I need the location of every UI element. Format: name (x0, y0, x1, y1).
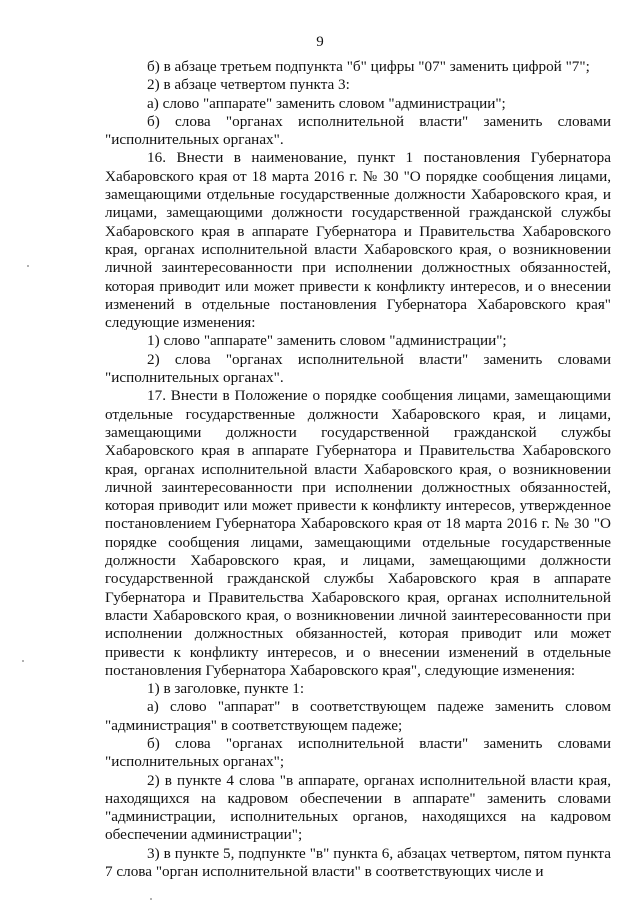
paragraph: 16. Внести в наименование, пункт 1 постановления Губернатора Хабаровского края от 18 марта 2016 г. № 30 "О порядке сообщения лицами, замещающими отдельные государственные должности Хабаровского края, и лицами, замещающими должности государственной гражданской службы Хабаровского края в аппарате Губернатора и Правительства Хабаровского края, органах исполнительной власти Хабаровского края, о возникновении личной заинтересованности при исполнении должностных обязанностей, которая приводит или может привести к конфликту интересов, и о внесении изменений в отдельные постановления Губернатора Хабаровского края" следующие изменения: (105, 149, 611, 332)
paragraph: а) слово "аппарат" в соответствующем падеже заменить словом "администрация" в соответствующем падеже; (105, 698, 611, 734)
paragraph: а) слово "аппарате" заменить словом "администрации"; (147, 94, 506, 112)
paragraph: 3) в пункте 5, подпункте "в" пункта 6, абзацах четвертом, пятом пункта 7 слова "орган исполнительной власти" в соответствующих числе и (105, 844, 611, 881)
paragraph: 1) в заголовке, пункте 1: (147, 680, 305, 698)
paragraph: 2) в абзаце четвертом пункта 3: (147, 76, 350, 94)
paragraph: б) в абзаце третьем подпункта "б" цифры "07" заменить цифрой "7"; (147, 58, 590, 75)
paragraph: 17. Внести в Положение о порядке сообщения лицами, замещающими отдельные государственные должности Хабаровского края, и лицами, замещающими должности государственной гражданской службы Хабаровского края в аппарате Губернатора и Правительства Хабаровского края, органах исполнительной власти Хабаровского края, о возникновении личной заинтересованности при исполнении должностных обязанностей, которая приводит или может привести к конфликту интересов, утвержденное постановлением Губернатора Хабаровского края от 18 марта 2016 г. № 30 "О порядке сообщения лицами, замещающими отдельные государственные должности Хабаровского края, и лицами, замещающими должности государственной гражданской службы Хабаровского края в аппарате Губернатора и Правительства Хабаровского края, органах исполнительной власти Хабаровского края, о возникновении личной заинтересованности при исполнении должностных обязанностей, которая приводит или может привести к конфликту интересов, и о внесении изменений в отдельные постановления Губернатора Хабаровского края", следующие изменения: (105, 387, 611, 679)
paragraph: б) слова "органах исполнительной власти" заменить словами "исполнительных органах"; (105, 734, 611, 771)
paragraph: б) слова "органах исполнительной власти" заменить словами "исполнительных органах". (105, 112, 611, 149)
paragraph: 2) в пункте 4 слова "в аппарате, органах исполнительной власти края, находящихся на кадровом обеспечении в аппарате" заменить словами "администрации, исполнительных органов, находящихся на кадровом обеспечении администрации"; (105, 771, 611, 844)
scan-speck (150, 898, 152, 900)
scan-speck (27, 265, 29, 267)
page-number: 9 (316, 34, 324, 50)
paragraph: 1) слово "аппарате" заменить словом "администрации"; (147, 332, 507, 350)
scan-speck (22, 660, 24, 662)
document-body (105, 58, 611, 881)
paragraph: 2) слова "органах исполнительной власти" заменить словами "исполнительных органах". (105, 350, 611, 387)
